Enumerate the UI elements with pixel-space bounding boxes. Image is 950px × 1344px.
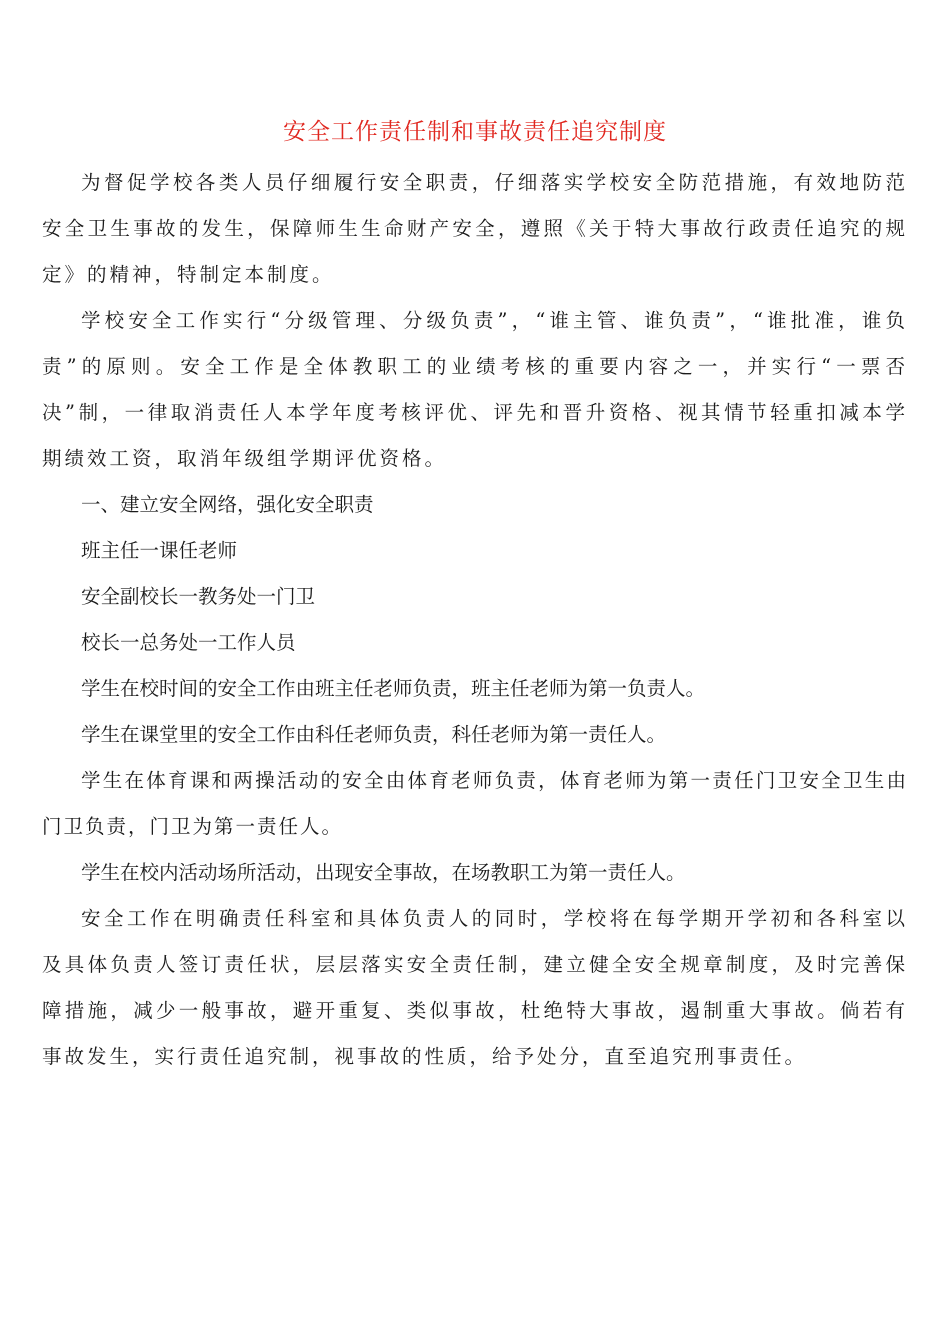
section-heading-network: 一、建立安全网络，强化安全职责 xyxy=(81,493,374,516)
chain-principal: 校长一总务处一工作人员 xyxy=(81,631,296,654)
document-page xyxy=(42,112,908,1080)
paragraph-principles: 学校安全工作实行“分级管理、分级负责”，“谁主管、谁负责”，“谁批准，谁负责”的原则。安全工作是全体教职工的业绩考核的重要内容之一，并实行“一票否决”制，一律取消责任人本学年度考核评优、评先和晋升资格、视其情节轻重扣减本学期绩效工资，取消年级组学期评优资格。 xyxy=(42,309,908,470)
document-title: 安全工作责任制和事故责任追究制度 xyxy=(283,119,667,145)
chain-class-teacher: 班主任一课任老师 xyxy=(81,539,238,562)
paragraph-classroom: 学生在课堂里的安全工作由科任老师负责，科任老师为第一责任人。 xyxy=(81,723,667,746)
paragraph-school-time: 学生在校时间的安全工作由班主任老师负责，班主任老师为第一负责人。 xyxy=(81,677,706,700)
paragraph-activity-venue: 学生在校内活动场所活动，出现安全事故，在场教职工为第一责任人。 xyxy=(81,861,686,884)
paragraph-purpose: 为督促学校各类人员仔细履行安全职责，仔细落实学校安全防范措施，有效地防范安全卫生事故的发生，保障师生生命财产安全，遵照《关于特大事故行政责任追究的规定》的精神，特制定本制度。 xyxy=(42,171,908,286)
chain-vice-principal: 安全副校长一教务处一门卫 xyxy=(81,585,316,608)
paragraph-pe-class: 学生在体育课和两操活动的安全由体育老师负责，体育老师为第一责任门卫安全卫生由门卫负责，门卫为第一责任人。 xyxy=(42,769,908,838)
paragraph-accountability: 安全工作在明确责任科室和具体负责人的同时，学校将在每学期开学初和各科室以及具体负责人签订责任状，层层落实安全责任制，建立健全安全规章制度，及时完善保障措施，减少一般事故，避开重复、类似事故，杜绝特大事故，遏制重大事故。倘若有事故发生，实行责任追究制，视事故的性质，给予处分，直至追究刑事责任。 xyxy=(42,907,908,1068)
